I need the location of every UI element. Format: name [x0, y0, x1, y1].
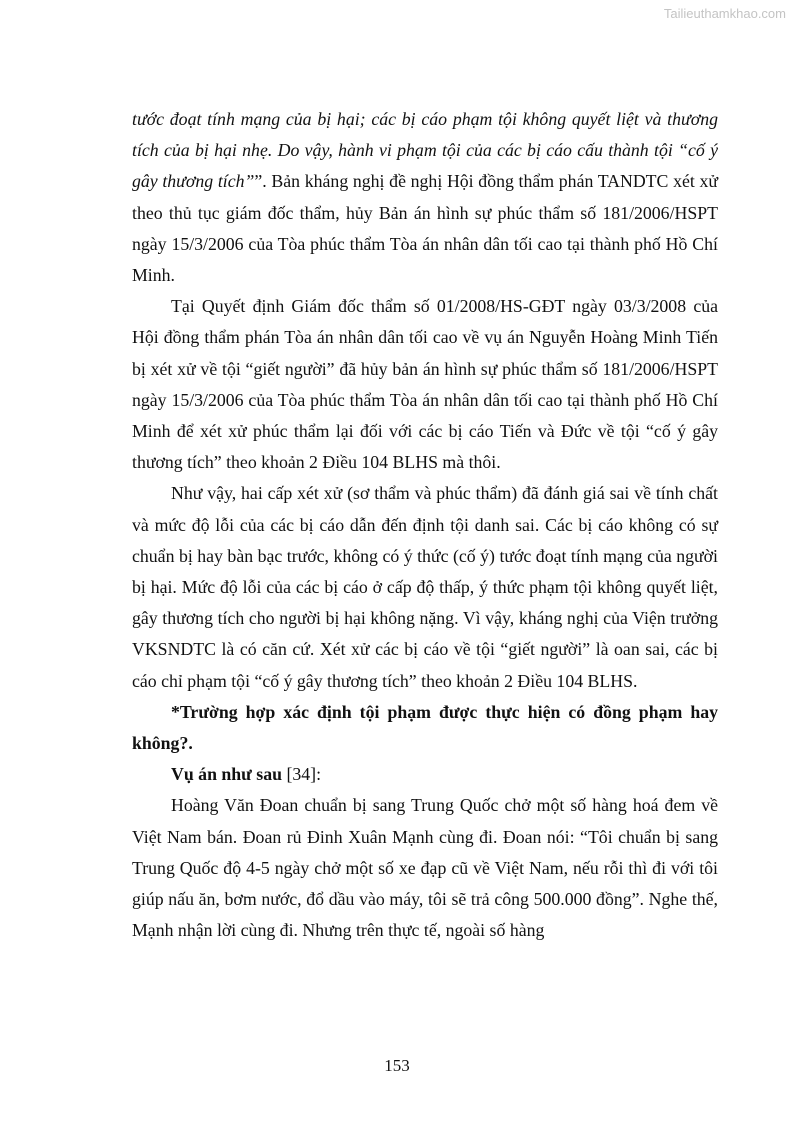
section-heading-text: *Trường hợp xác định tội phạm được thực hiện có đồng phạm hay không?.: [132, 701, 718, 754]
case-label: Vụ án như sau: [171, 764, 282, 785]
case-intro: [132, 759, 718, 790]
paragraph-1: [132, 104, 718, 291]
paragraph-1-text: ”. Bản kháng nghị đề nghị Hội đồng thẩm phán TANDTC xét xử theo thủ tục giám đốc thẩm, hủy Bản án hình sự phúc thẩm số 181/2006/HSPT ngày 15/3/2006 của Tòa phúc thẩm Tòa án nhân dân tối cao tại thành phố Hồ Chí Minh.: [132, 171, 719, 286]
document-body: [132, 104, 718, 946]
watermark: Tailieuthamkhao.com: [663, 6, 786, 21]
page-number: 153: [384, 1056, 410, 1075]
paragraph-3: Như vậy, hai cấp xét xử (sơ thẩm và phúc thẩm) đã đánh giá sai về tính chất và mức độ lỗi của các bị cáo dẫn đến định tội danh sai. Các bị cáo không có sự chuẩn bị hay bàn bạc trước, không có ý thức (cố ý) tước đoạt tính mạng của người bị hại. Mức độ lỗi của các bị cáo ở cấp độ thấp, ý thức phạm tội không quyết liệt, gây thương tích cho người bị hại không nặng. Vì vậy, kháng nghị của Viện trưởng VKSNDTC là có căn cứ. Xét xử các bị cáo về tội “giết người” là oan sai, các bị cáo chỉ phạm tội “cố ý gây thương tích” theo khoản 2 Điều 104 BLHS.: [132, 483, 718, 691]
paragraph-4: Hoàng Văn Đoan chuẩn bị sang Trung Quốc chở một số hàng hoá đem về Việt Nam bán. Đoan rủ Đinh Xuân Mạnh cùng đi. Đoan nói: “Tôi chuẩn bị sang Trung Quốc độ 4-5 ngày chở một số xe đạp cũ về Việt Nam, nếu rỗi thì đi với tôi giúp nấu ăn, bơm nước, đổ dầu vào máy, tôi sẽ trả công 500.000 đồng”. Nghe thế, Mạnh nhận lời cùng đi. Nhưng trên thực tế, ngoài số hàng: [132, 795, 718, 941]
case-reference: [34]:: [282, 764, 322, 785]
section-heading: [132, 697, 718, 759]
italic-quote: tước đoạt tính mạng của bị hại; các bị cáo phạm tội không quyết liệt và thương tích của bị hại nhẹ. Do vậy, hành vi phạm tội của các bị cáo cấu thành tội “cố ý gây thương tích”: [132, 109, 718, 192]
paragraph-2: Tại Quyết định Giám đốc thẩm số 01/2008/HS-GĐT ngày 03/3/2008 của Hội đồng thẩm phán Tòa án nhân dân tối cao về vụ án Nguyễn Hoàng Minh Tiến bị xét xử về tội “giết người” đã hủy bản án hình sự phúc thẩm số 181/2006/HSPT ngày 15/3/2006 của Tòa phúc thẩm Tòa án nhân dân tối cao tại thành phố Hồ Chí Minh để xét xử phúc thẩm lại đối với các bị cáo Tiến và Đức về tội “cố ý gây thương tích” theo khoản 2 Điều 104 BLHS mà thôi.: [132, 296, 718, 473]
